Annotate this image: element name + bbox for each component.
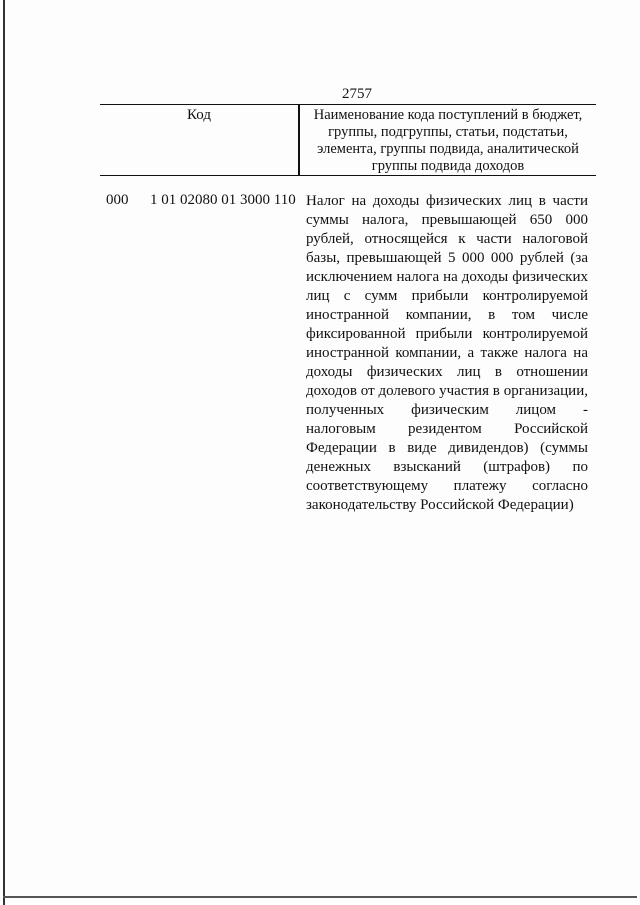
page-bottom-edge	[3, 896, 637, 898]
code-column-header: Код	[187, 107, 211, 123]
admin-code-cell: 000	[106, 192, 129, 208]
table-header	[100, 104, 596, 176]
page-left-edge	[3, 0, 5, 905]
page-number: 2757	[342, 86, 372, 102]
description-cell: Налог на доходы физических лиц в части суммы налога, превышающей 650 000 рублей, относящейся к части налоговой базы, превышающей 5 000 000 рублей (за исключением налога на доходы физических лиц с сумм прибыли контролируемой иностранной компании, в том числе фиксированной прибыли контролируемой иностранной компании, а также налога на доходы физических лиц в отношении доходов от долевого участия в организации, полученных физическим лицом - налоговым резидентом Российской Федерации в виде дивидендов) (суммы денежных взысканий (штрафов) по соответствующему платежу согласно законодательству Российской Федерации)	[306, 193, 588, 513]
revenue-code-cell: 1 01 02080 01 3000 110	[150, 192, 296, 208]
name-column-header: Наименование кода поступлений в бюджет, группы, подгруппы, статьи, подстатьи, элемента, группы подвида, аналитической группы подвида доходов	[313, 107, 583, 174]
